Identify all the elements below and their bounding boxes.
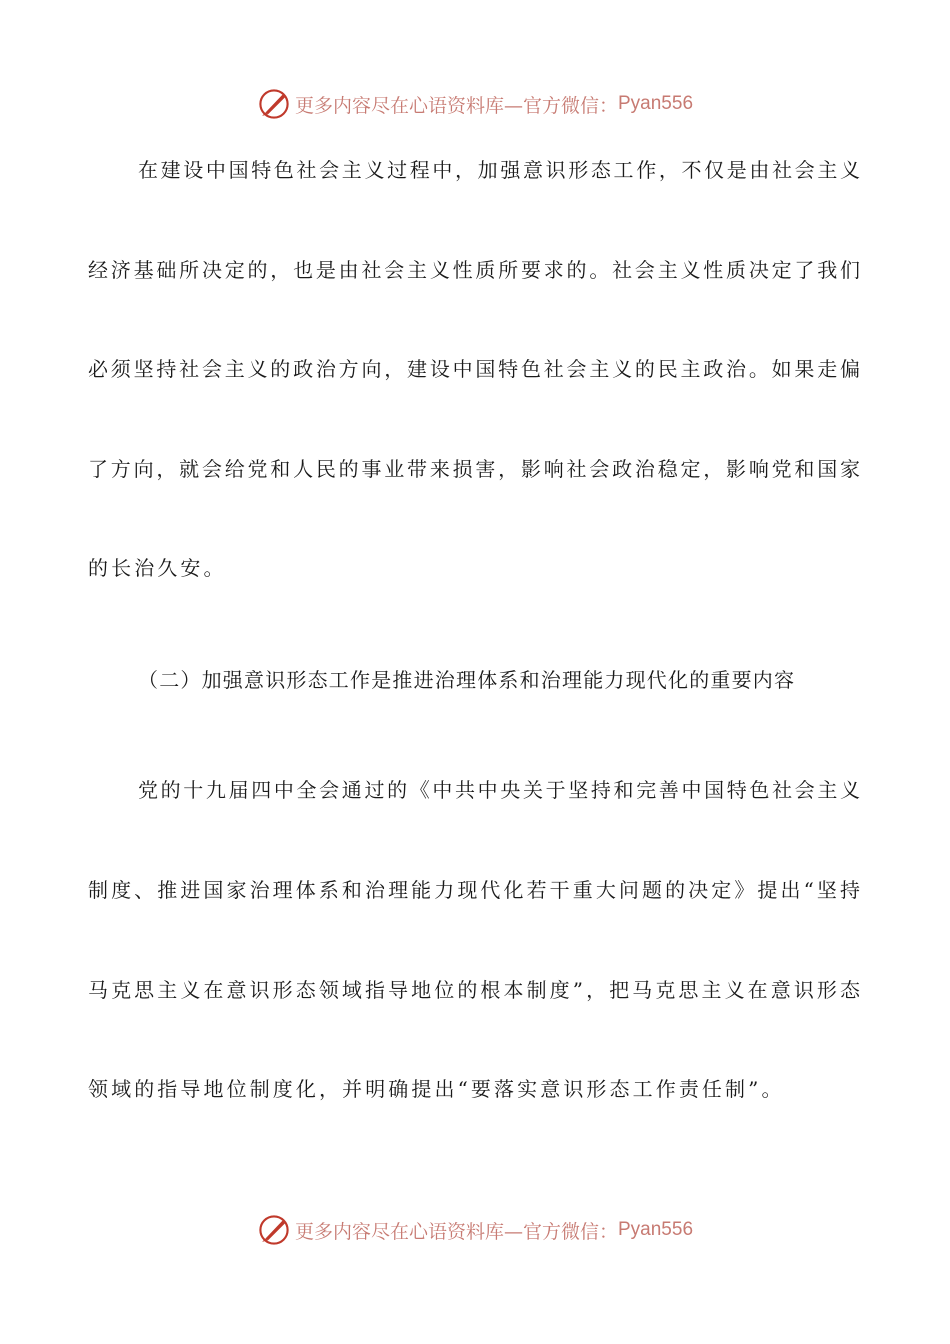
pen-logo-icon (257, 87, 291, 121)
text-line: 的长治久安。 (88, 556, 227, 580)
text-line: 必须坚持社会主义的政治方向，建设中国特色社会主义的民主政治。如果走偏 (88, 357, 860, 381)
text-line: 经济基础所决定的，也是由社会主义性质所要求的。社会主义性质决定了我们 (88, 258, 860, 282)
text-line: 了方向，就会给党和人民的事业带来损害，影响社会政治稳定，影响党和国家 (88, 457, 860, 481)
text-line: 领域的指导地位制度化，并明确提出“要落实意识形态工作责任制”。 (88, 1077, 785, 1101)
text-line: 马克思主义在意识形态领域指导地位的根本制度”，把马克思主义在意识形态 (88, 978, 860, 1002)
text-line: 在建设中国特色社会主义过程中，加强意识形态工作，不仅是由社会主义 (138, 158, 860, 182)
wechat-id: Pyan556 (618, 93, 694, 114)
footer-banner (0, 1210, 950, 1250)
text-line: 制度、推进国家治理体系和治理能力现代化若干重大问题的决定》提出“坚持 (88, 878, 860, 902)
section-heading: （二）加强意识形态工作是推进治理体系和治理能力现代化的重要内容 (138, 668, 796, 692)
text-line: 党的十九届四中全会通过的《中共中央关于坚持和完善中国特色社会主义 (138, 778, 860, 802)
banner-text: 更多内容尽在心语资料库—官方微信： (294, 94, 618, 117)
header-banner (0, 84, 950, 124)
wechat-id: Pyan556 (618, 1219, 694, 1240)
pen-logo-icon (257, 1213, 291, 1247)
banner-text: 更多内容尽在心语资料库—官方微信： (294, 1220, 618, 1243)
